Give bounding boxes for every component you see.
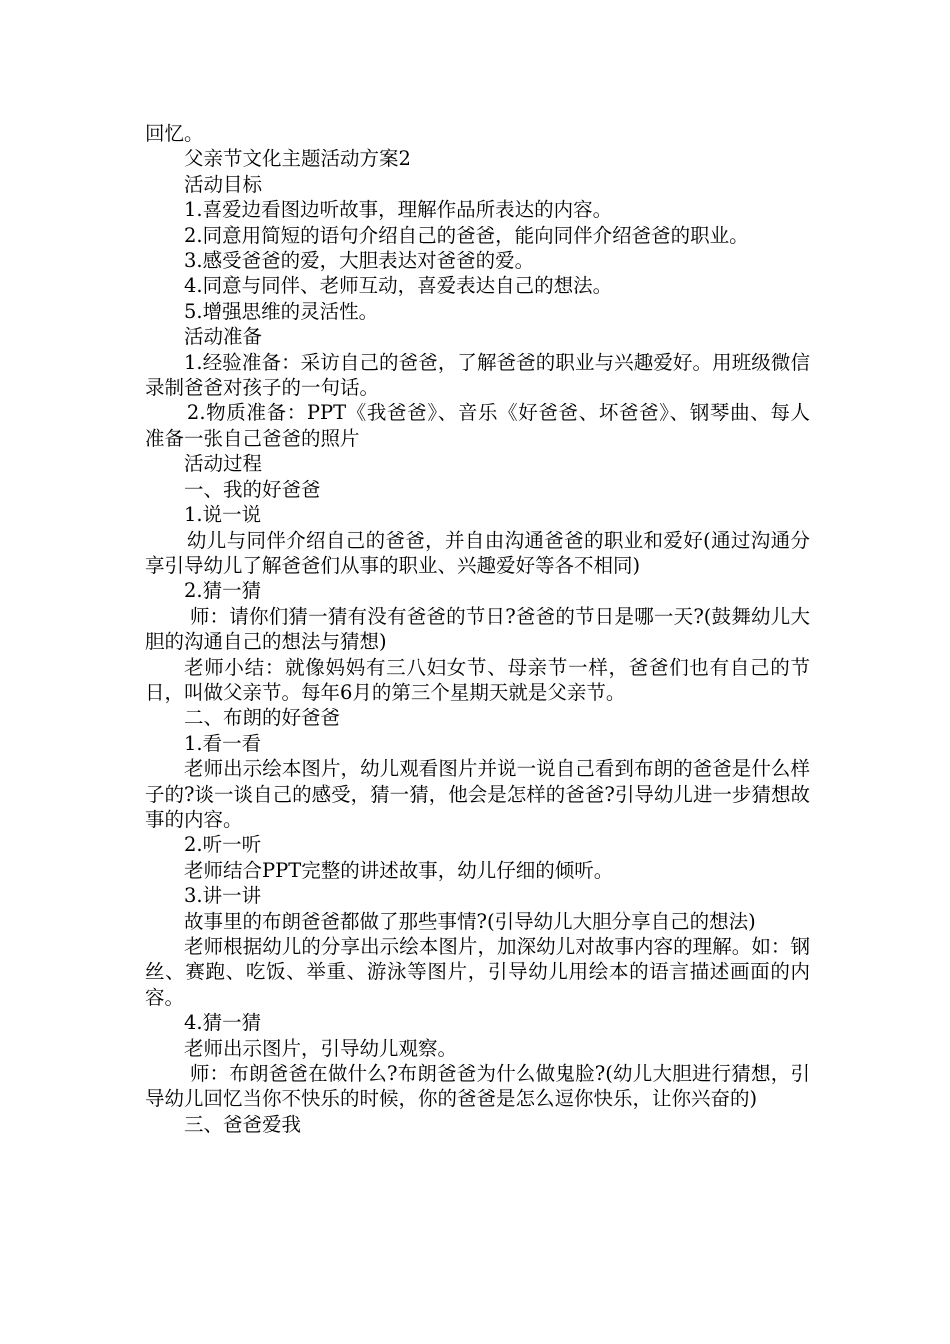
paragraph: 5.增强思维的灵活性。 <box>184 299 379 323</box>
paragraph: 老师小结：就像妈妈有三八妇女节、母亲节一样，爸爸们也有自己的节日，叫做父亲节。每年6月的第三个星期天就是父亲节。 <box>145 655 810 704</box>
paragraph: 2.物质准备：PPT《我爸爸》、音乐《好爸爸、坏爸爸》、钢琴曲、每人准备一张自己爸爸的照片 <box>145 401 810 450</box>
paragraph: 1.经验准备：采访自己的爸爸，了解爸爸的职业与兴趣爱好。用班级微信录制爸爸对孩子的一句话。 <box>145 350 810 400</box>
paragraph: 幼儿与同伴介绍自己的爸爸，并自由沟通爸爸的职业和爱好(通过沟通分享引导幼儿了解爸爸们从事的职业、兴趣爱好等各不相同) <box>145 528 810 577</box>
paragraph: 老师根据幼儿的分享出示绘本图片，加深幼儿对故事内容的理解。如：钢丝、赛跑、吃饭、举重、游泳等图片，引导幼儿用绘本的语言描述画面的内容。 <box>145 935 810 1009</box>
paragraph: 4.同意与同伴、老师互动，喜爱表达自己的想法。 <box>184 274 613 298</box>
paragraph: 2.听一听 <box>184 833 262 857</box>
paragraph: 2.猜一猜 <box>184 579 262 603</box>
paragraph: 故事里的布朗爸爸都做了那些事情?(引导幼儿大胆分享自己的想法) <box>184 909 756 933</box>
paragraph: 老师出示图片，引导幼儿观察。 <box>184 1036 458 1060</box>
paragraph: 师：布朗爸爸在做什么?布朗爸爸为什么做鬼脸?(幼儿大胆进行猜想，引导幼儿回忆当你不快乐的时候，你的爸爸是怎么逗你快乐，让你兴奋的) <box>145 1062 810 1111</box>
document-page <box>145 121 810 1137</box>
paragraph: 2.同意用简短的语句介绍自己的爸爸，能向同伴介绍爸爸的职业。 <box>184 223 749 247</box>
paragraph: 3.讲一讲 <box>184 884 262 908</box>
paragraph: 老师结合PPT完整的讲述故事，幼儿仔细的倾听。 <box>184 858 614 882</box>
paragraph: 1.说一说 <box>184 503 262 527</box>
paragraph: 师：请你们猜一猜有没有爸爸的节日?爸爸的节日是哪一天?(鼓舞幼儿大胆的沟通自己的想法与猜想) <box>145 604 810 654</box>
paragraph: 父亲节文化主题活动方案2 <box>184 147 411 171</box>
paragraph: 三、爸爸爱我 <box>184 1112 302 1136</box>
paragraph: 二、布朗的好爸爸 <box>184 706 341 730</box>
paragraph: 活动目标 <box>184 172 263 196</box>
paragraph: 1.看一看 <box>184 731 262 755</box>
paragraph: 4.猜一猜 <box>184 1011 262 1035</box>
paragraph: 活动过程 <box>184 452 263 476</box>
paragraph: 一、我的好爸爸 <box>184 477 321 501</box>
paragraph: 活动准备 <box>184 325 263 349</box>
paragraph: 3.感受爸爸的爱，大胆表达对爸爸的爱。 <box>184 249 535 273</box>
paragraph: 1.喜爱边看图边听故事，理解作品所表达的内容。 <box>184 198 613 222</box>
paragraph: 回忆。 <box>145 122 204 145</box>
paragraph: 老师出示绘本图片，幼儿观看图片并说一说自己看到布朗的爸爸是什么样子的?谈一谈自己的感受，猜一猜，他会是怎样的爸爸?引导幼儿进一步猜想故事的内容。 <box>145 757 810 831</box>
